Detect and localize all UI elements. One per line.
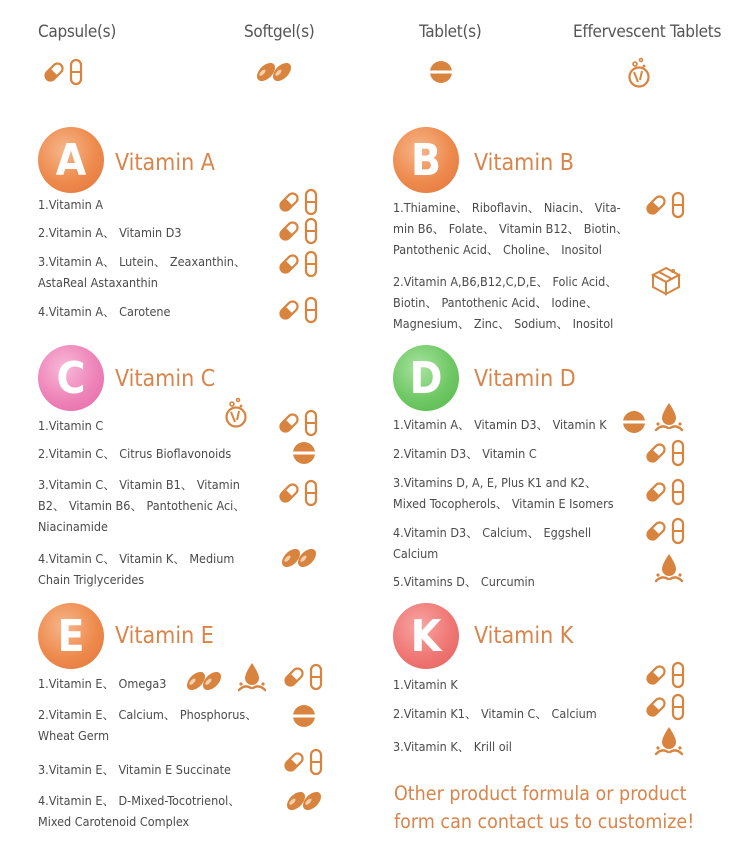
vitamin-b-item-2: 2.Vitamin A,B6,B12,C,D,E、 Folic Acid、 Biotin、 Pantothenic Acid、 Iodine、 Magnesium、 Zinc、 Sodium、 Inositol — [393, 274, 618, 331]
softgel-icon — [277, 541, 321, 575]
vitamin-d-item-4: 4.Vitamin D3、 Calcium、 Eggshell Calcium — [393, 525, 592, 561]
vitamin-d-item-3: 3.Vitamins D, A, E, Plus K1 and K2、 Mixed Tocopherols、 Vitamin E Isomers — [393, 475, 614, 511]
vitamin-a-item-4: 4.Vitamin A、 Carotene — [38, 304, 171, 319]
capsule-icon — [644, 514, 688, 548]
vitamin-d-item-2: 2.Vitamin D3、 Vitamin C — [393, 446, 537, 461]
vitamin-a-title: Vitamin A — [115, 150, 215, 176]
capsule-icon — [644, 475, 688, 509]
vitamin-c-title: Vitamin C — [115, 366, 216, 392]
effervescent-icon — [214, 395, 258, 429]
vitamin-k-item-2: 2.Vitamin K1、 Vitamin C、 Calcium — [393, 706, 597, 721]
vitamin-c-item-4: 4.Vitamin C、 Vitamin K、 Medium Chain Triglycerides — [38, 551, 235, 587]
capsule-icon — [42, 54, 86, 90]
capsule-icon — [277, 293, 321, 327]
capsule-icon — [644, 188, 688, 222]
legend-softgel-label: Softgel(s) — [244, 22, 315, 42]
vitamin-k-item-1: 1.Vitamin K — [393, 677, 458, 692]
capsule-icon — [644, 436, 688, 470]
softgel-icon — [282, 784, 326, 818]
tablet-icon — [282, 436, 326, 470]
vitamin-a-badge: A — [38, 127, 104, 193]
effervescent-icon — [617, 54, 661, 90]
capsule-icon — [644, 690, 688, 724]
vitamin-d-title: Vitamin D — [474, 366, 576, 392]
powder-icon — [644, 263, 688, 297]
drop-icon — [647, 400, 691, 434]
vitamin-d-item-1: 1.Vitamin A、 Vitamin D3、 Vitamin K — [393, 417, 607, 432]
vitamin-e-item-4: 4.Vitamin E、 D-Mixed-Tocotrienol、 Mixed Carotenoid Complex — [38, 793, 241, 829]
vitamin-a-item-2: 2.Vitamin A、 Vitamin D3 — [38, 225, 182, 240]
capsule-icon — [282, 745, 326, 779]
legend-tablet-label: Tablet(s) — [419, 22, 482, 42]
vitamin-c-item-3: 3.Vitamin C、 Vitamin B1、 Vitamin B2、 Vitamin B6、 Pantothenic Aci、 Niacinamide — [38, 477, 246, 534]
capsule-icon — [282, 660, 326, 694]
vitamin-c-item-2: 2.Vitamin C、 Citrus Bioflavonoids — [38, 446, 232, 461]
vitamin-c-item-1: 1.Vitamin C — [38, 418, 104, 433]
drop-icon — [647, 724, 691, 758]
legend-capsule-label: Capsule(s) — [38, 22, 116, 42]
capsule-icon — [277, 476, 321, 510]
customize-note: Other product formula or product form can contact us to customize! — [394, 782, 695, 833]
capsule-icon — [644, 658, 688, 692]
vitamin-k-title: Vitamin K — [474, 623, 574, 649]
tablet-icon — [419, 54, 463, 90]
capsule-icon — [277, 214, 321, 248]
tablet-icon — [282, 699, 326, 733]
vitamin-e-item-3: 3.Vitamin E、 Vitamin E Succinate — [38, 762, 231, 777]
vitamin-e-badge: E — [38, 603, 104, 669]
softgel-icon — [252, 54, 296, 90]
vitamin-a-item-3: 3.Vitamin A、 Lutein、 Zeaxanthin、 AstaReal Astaxanthin — [38, 254, 247, 290]
vitamin-e-title: Vitamin E — [115, 623, 214, 649]
capsule-icon — [277, 406, 321, 440]
vitamin-b-item-1: 1.Thiamine、 Riboflavin、 Niacin、 Vita- min B6、 Folate、 Vitamin B12、 Biotin、 Pantothenic Acid、 Choline、 Inositol — [393, 200, 629, 257]
vitamin-a-item-1: 1.Vitamin A — [38, 197, 104, 212]
drop-icon — [647, 551, 691, 585]
softgel-icon — [182, 664, 226, 698]
vitamin-b-title: Vitamin B — [474, 150, 574, 176]
vitamin-d-item-5: 5.Vitamins D、 Curcumin — [393, 574, 535, 589]
vitamin-d-badge: D — [393, 345, 459, 411]
vitamin-b-badge: B — [393, 127, 459, 193]
vitamin-c-badge: C — [38, 345, 104, 411]
legend-effervescent-label: Effervescent Tablets — [573, 22, 722, 42]
vitamin-e-item-1: 1.Vitamin E、 Omega3 — [38, 676, 167, 691]
vitamin-k-badge: K — [393, 603, 459, 669]
capsule-icon — [277, 247, 321, 281]
drop-icon — [230, 660, 274, 694]
vitamin-e-item-2: 2.Vitamin E、 Calcium、 Phosphorus、 Wheat Germ — [38, 707, 258, 743]
vitamin-k-item-3: 3.Vitamin K、 Krill oil — [393, 739, 512, 754]
